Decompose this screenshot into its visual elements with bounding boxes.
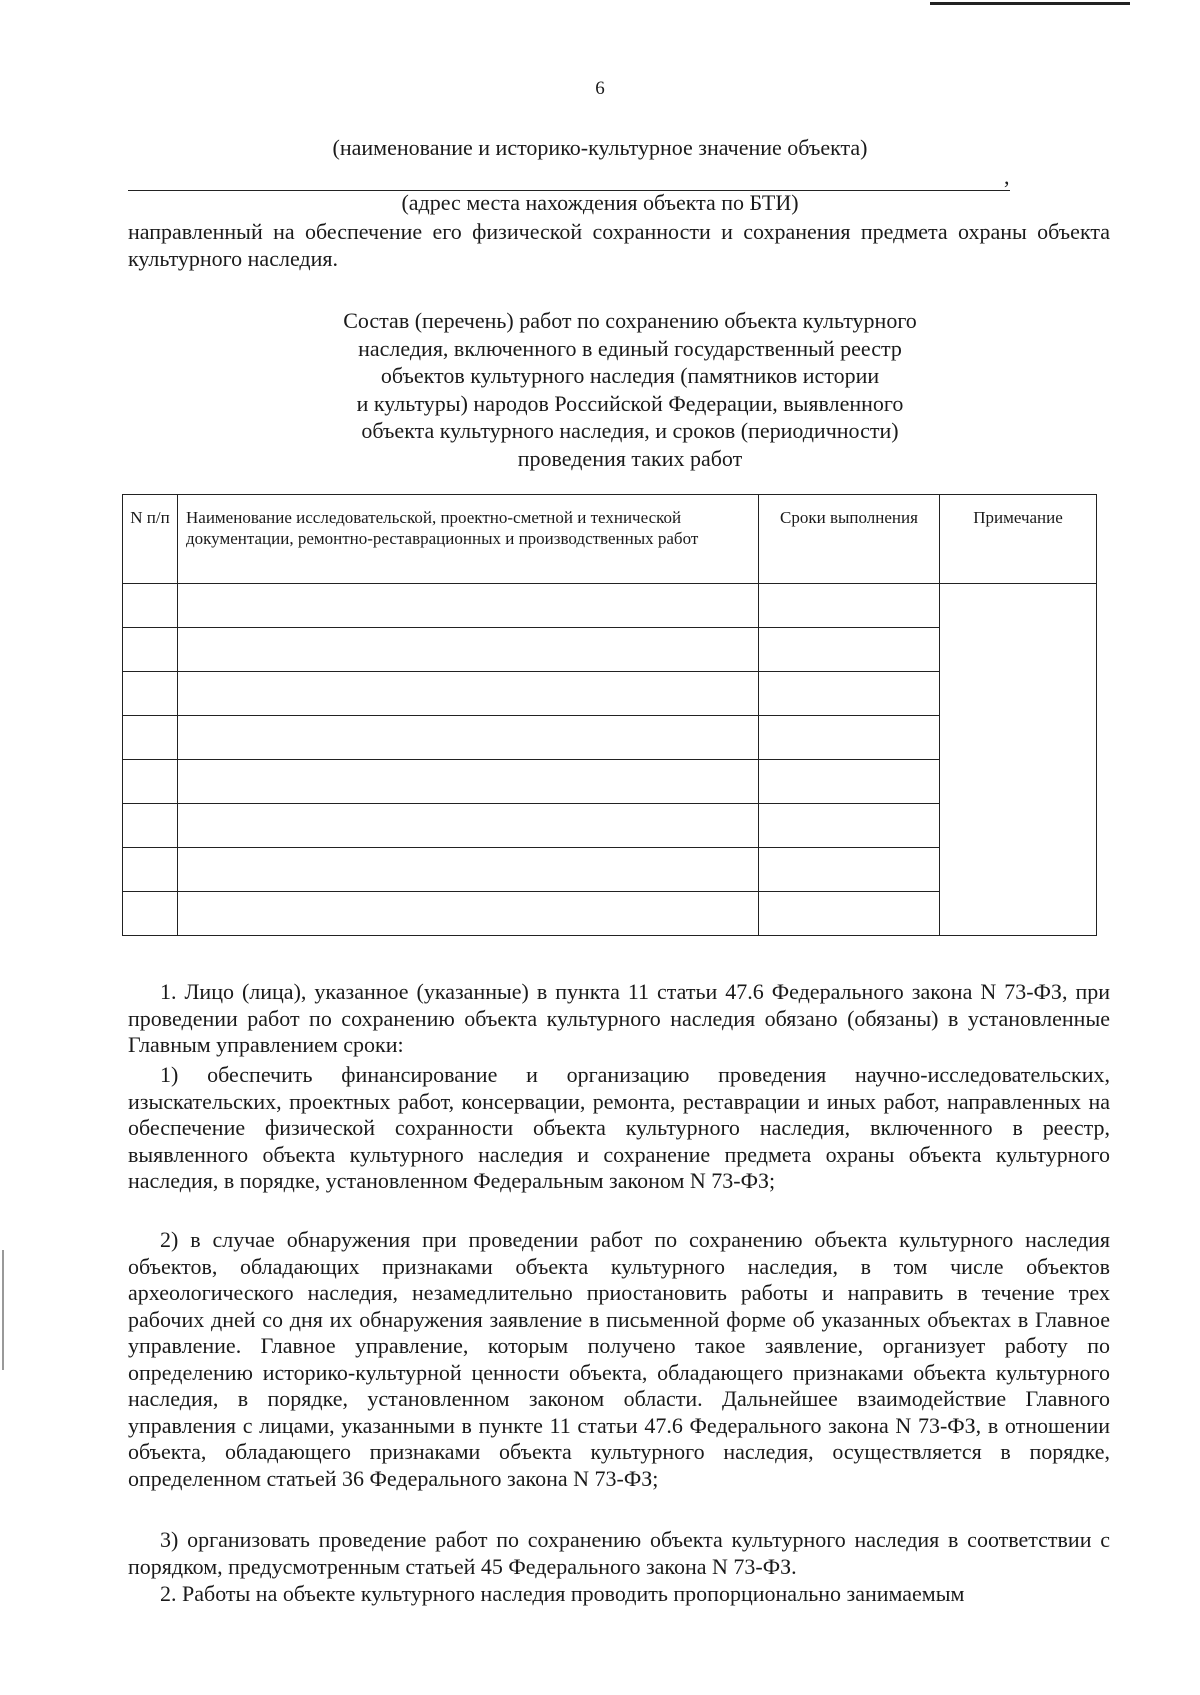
paragraph-1-item-2: 2) в случае обнаружения при проведении работ по сохранению объекта культурного наследия объектов, обладающих признаками объекта культурного наследия, в том числе объектов археологического наследия, незамедлительно приостановить работы и направить в течение трех рабочих дней со дня их обнаружения заявление в письменной форме об указанных объектах в Главное управление. Главное управление, которым получено такое заявление, организует работу по определению историко-культурной ценности объекта, обладающего признаками объекта культурного наследия, в порядке, установленном законом области. Дальнейшее взаимодействие Главного управления с лицами, указанными в пункте 11 статьи 47.6 Федерального закона N 73-ФЗ, в отношении объекта, обладающего признаками объекта культурного наследия, осуществляется в порядке, определенном статьей 36 Федерального закона N 73-ФЗ; — [128, 1227, 1110, 1491]
cell-number — [123, 892, 178, 936]
table-header-row — [123, 495, 1097, 584]
address-comma: , — [1004, 164, 1010, 189]
address-caption: (адрес места нахождения объекта по БТИ) — [401, 190, 799, 215]
cell-work-name — [178, 892, 759, 936]
heading-line: и культуры) народов Российской Федерации, выявленного — [356, 390, 904, 416]
page-number: 6 — [595, 78, 605, 99]
cell-deadline — [759, 848, 940, 892]
paragraph-1: 1. Лицо (лица), указанное (указанные) в пункта 11 статьи 47.6 Федерального закона N 73-ФЗ, при проведении работ по сохранению объекта культурного наследия обязано (обязаны) в установленные Главным управлением сроки: — [128, 979, 1110, 1057]
cell-deadline — [759, 804, 940, 848]
intro-paragraph: направленный на обеспечение его физической сохранности и сохранения предмета охраны объекта культурного наследия. — [128, 219, 1110, 272]
cell-number — [123, 760, 178, 804]
cell-number — [123, 848, 178, 892]
cell-work-name — [178, 848, 759, 892]
scan-edge-mark — [930, 2, 1130, 5]
object-caption: (наименование и историко-культурное значение объекта) — [332, 135, 868, 160]
cell-work-name — [178, 628, 759, 672]
cell-note — [940, 584, 1097, 936]
heading-line: объектов культурного наследия (памятников истории — [380, 363, 880, 389]
cell-work-name — [178, 672, 759, 716]
header-number: N п/п — [123, 495, 178, 584]
cell-deadline — [759, 892, 940, 936]
cell-number — [123, 804, 178, 848]
cell-deadline — [759, 584, 940, 628]
cell-work-name — [178, 804, 759, 848]
table-row — [123, 584, 1097, 628]
cell-deadline — [759, 672, 940, 716]
header-note: Примечание — [940, 495, 1097, 584]
heading-line: Состав (перечень) работ по сохранению объекта культурного — [343, 308, 917, 333]
cell-work-name — [178, 760, 759, 804]
cell-deadline — [759, 716, 940, 760]
cell-deadline — [759, 628, 940, 672]
cell-work-name — [178, 716, 759, 760]
cell-number — [123, 628, 178, 672]
paragraph-1-item-3: 3) организовать проведение работ по сохранению объекта культурного наследия в соответствии с порядком, предусмотренным статьей 45 Федерального закона N 73-ФЗ. — [128, 1527, 1110, 1579]
cell-number — [123, 672, 178, 716]
cell-number — [123, 716, 178, 760]
heading-line: проведения таких работ — [517, 445, 743, 471]
heading-line: наследия, включенного в единый государственный реестр — [358, 335, 902, 361]
cell-work-name — [178, 584, 759, 628]
works-table — [122, 494, 1097, 936]
cell-deadline — [759, 760, 940, 804]
scan-edge-mark — [2, 1250, 4, 1370]
paragraph-1-item-1: 1) обеспечить финансирование и организацию проведения научно-исследовательских, изыскательских, проектных работ, консервации, ремонта, реставрации и иных работ, направленных на обеспечение физической сохранности объекта культурного наследия, включенного в реестр, выявленного объекта культурного наследия и сохранение предмета охраны объекта культурного наследия, в порядке, установленном Федеральным законом N 73-ФЗ; — [128, 1062, 1110, 1193]
heading-line: объекта культурного наследия, и сроков (периодичности) — [361, 418, 899, 444]
header-deadline: Сроки выполнения — [759, 495, 940, 584]
header-work-name: Наименование исследовательской, проектно-сметной и технической документации, ремонтно-реставрационных и производственных работ — [178, 495, 759, 584]
section-heading — [200, 307, 1060, 473]
paragraph-2: 2. Работы на объекте культурного наследия проводить пропорционально занимаемым — [160, 1581, 965, 1606]
cell-number — [123, 584, 178, 628]
